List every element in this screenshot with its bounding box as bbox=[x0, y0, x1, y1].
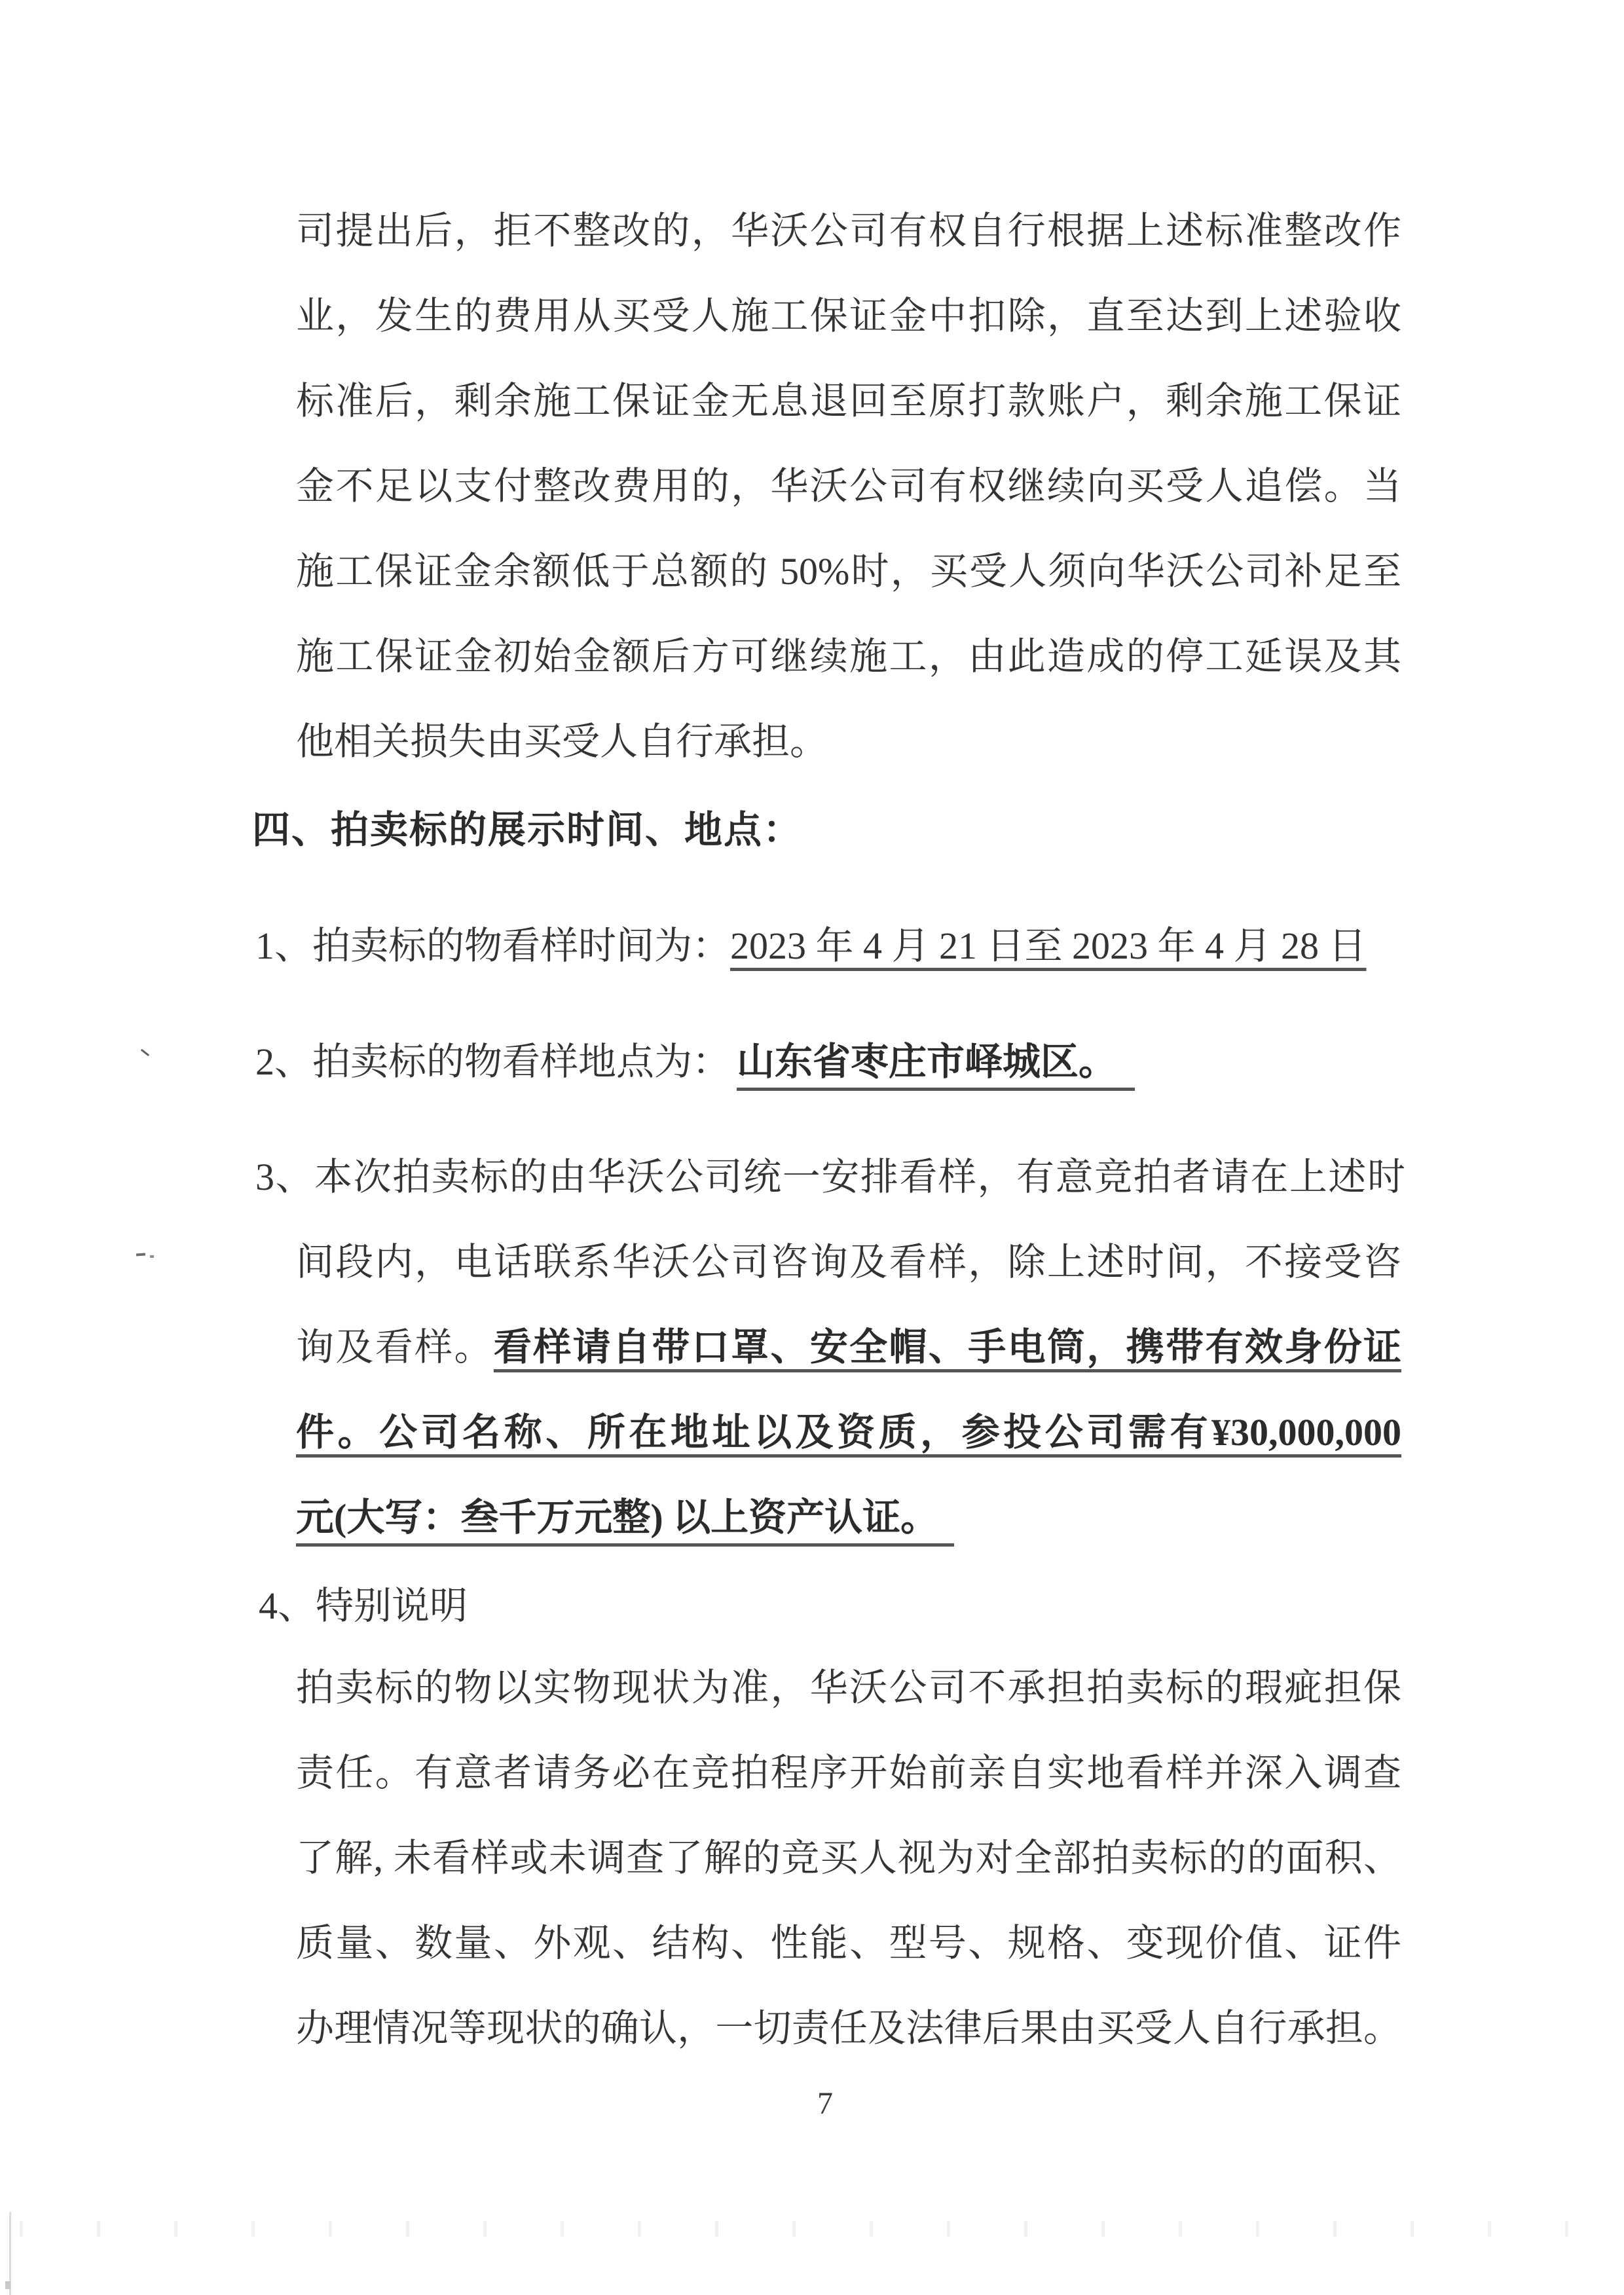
scan-artifact-noise-row bbox=[20, 2221, 1604, 2237]
body-line-7: 他相关损失由买受人自行承担。 bbox=[296, 720, 828, 763]
body-line-5: 施工保证金余额低于总额的 50%时，买受人须向华沃公司补足至 bbox=[296, 550, 1401, 593]
scan-artifact-corner-dot bbox=[5, 2281, 10, 2289]
list-item-1 bbox=[255, 904, 1367, 989]
item2-label: 2、拍卖标的物看样地点为： bbox=[255, 1040, 731, 1083]
scan-artifact-dash bbox=[136, 1253, 145, 1257]
item1-label: 1、拍卖标的物看样时间为： bbox=[255, 925, 731, 967]
list-item-3-line-3 bbox=[296, 1305, 1401, 1390]
scan-artifact-dot bbox=[150, 1255, 154, 1258]
item1-value-underlined: 2023 年 4 月 21 日至 2023 年 4 月 28 日 bbox=[730, 925, 1367, 967]
list-item-3-line-1: 3、本次拍卖标的由华沃公司统一安排看样，有意竞拍者请在上述时 bbox=[255, 1156, 1405, 1198]
item3-emphasis-3: 元(大写：叁千万元整) 以上资产认证。 bbox=[296, 1496, 954, 1547]
list-item-3-line-5 bbox=[296, 1475, 954, 1560]
list-item-4-label: 4、特别说明 bbox=[259, 1585, 468, 1627]
list-item-3-line-2: 间段内，电话联系华沃公司咨询及看样，除上述时间，不接受咨 bbox=[296, 1241, 1401, 1283]
item4-line-2: 责任。有意者请务必在竞拍程序开始前亲自实地看样并深入调查 bbox=[296, 1752, 1401, 1794]
body-line-6: 施工保证金初始金额后方可继续施工，由此造成的停工延误及其 bbox=[296, 635, 1401, 678]
item4-line-1: 拍卖标的物以实物现状为准，华沃公司不承担拍卖标的瑕疵担保 bbox=[296, 1666, 1401, 1709]
scan-artifact-tick bbox=[141, 1049, 150, 1057]
page-number: 7 bbox=[817, 2086, 833, 2121]
body-line-1: 司提出后，拒不整改的，华沃公司有权自行根据上述标准整改作 bbox=[296, 210, 1401, 252]
item2-value-underlined: 山东省枣庄市峄城区。 bbox=[737, 1040, 1135, 1091]
list-item-2 bbox=[255, 1019, 1135, 1105]
body-line-2: 业，发生的费用从买受人施工保证金中扣除，直至达到上述验收 bbox=[296, 295, 1401, 337]
section-heading: 四、拍卖标的展示时间、地点： bbox=[252, 809, 803, 851]
item3-emphasis-1: 看样请自带口罩、安全帽、手电筒，携带有效身份证 bbox=[493, 1326, 1401, 1368]
item4-line-5: 办理情况等现状的确认，一切责任及法律后果由买受人自行承担。 bbox=[296, 2007, 1401, 2049]
body-line-3: 标准后，剩余施工保证金无息退回至原打款账户，剩余施工保证 bbox=[296, 380, 1401, 422]
list-item-3-line-4 bbox=[296, 1390, 1401, 1475]
body-line-4: 金不足以支付整改费用的，华沃公司有权继续向买受人追偿。当 bbox=[296, 465, 1401, 507]
item4-line-4: 质量、数量、外观、结构、性能、型号、规格、变现价值、证件 bbox=[296, 1922, 1401, 1964]
item3-plain-text: 询及看样。 bbox=[296, 1326, 494, 1368]
item3-emphasis-2: 件。公司名称、所在地址以及资质，参投公司需有¥30,000,000 bbox=[296, 1411, 1401, 1454]
item4-line-3: 了解, 未看样或未调查了解的竞买人视为对全部拍卖标的的面积、 bbox=[296, 1837, 1401, 1879]
